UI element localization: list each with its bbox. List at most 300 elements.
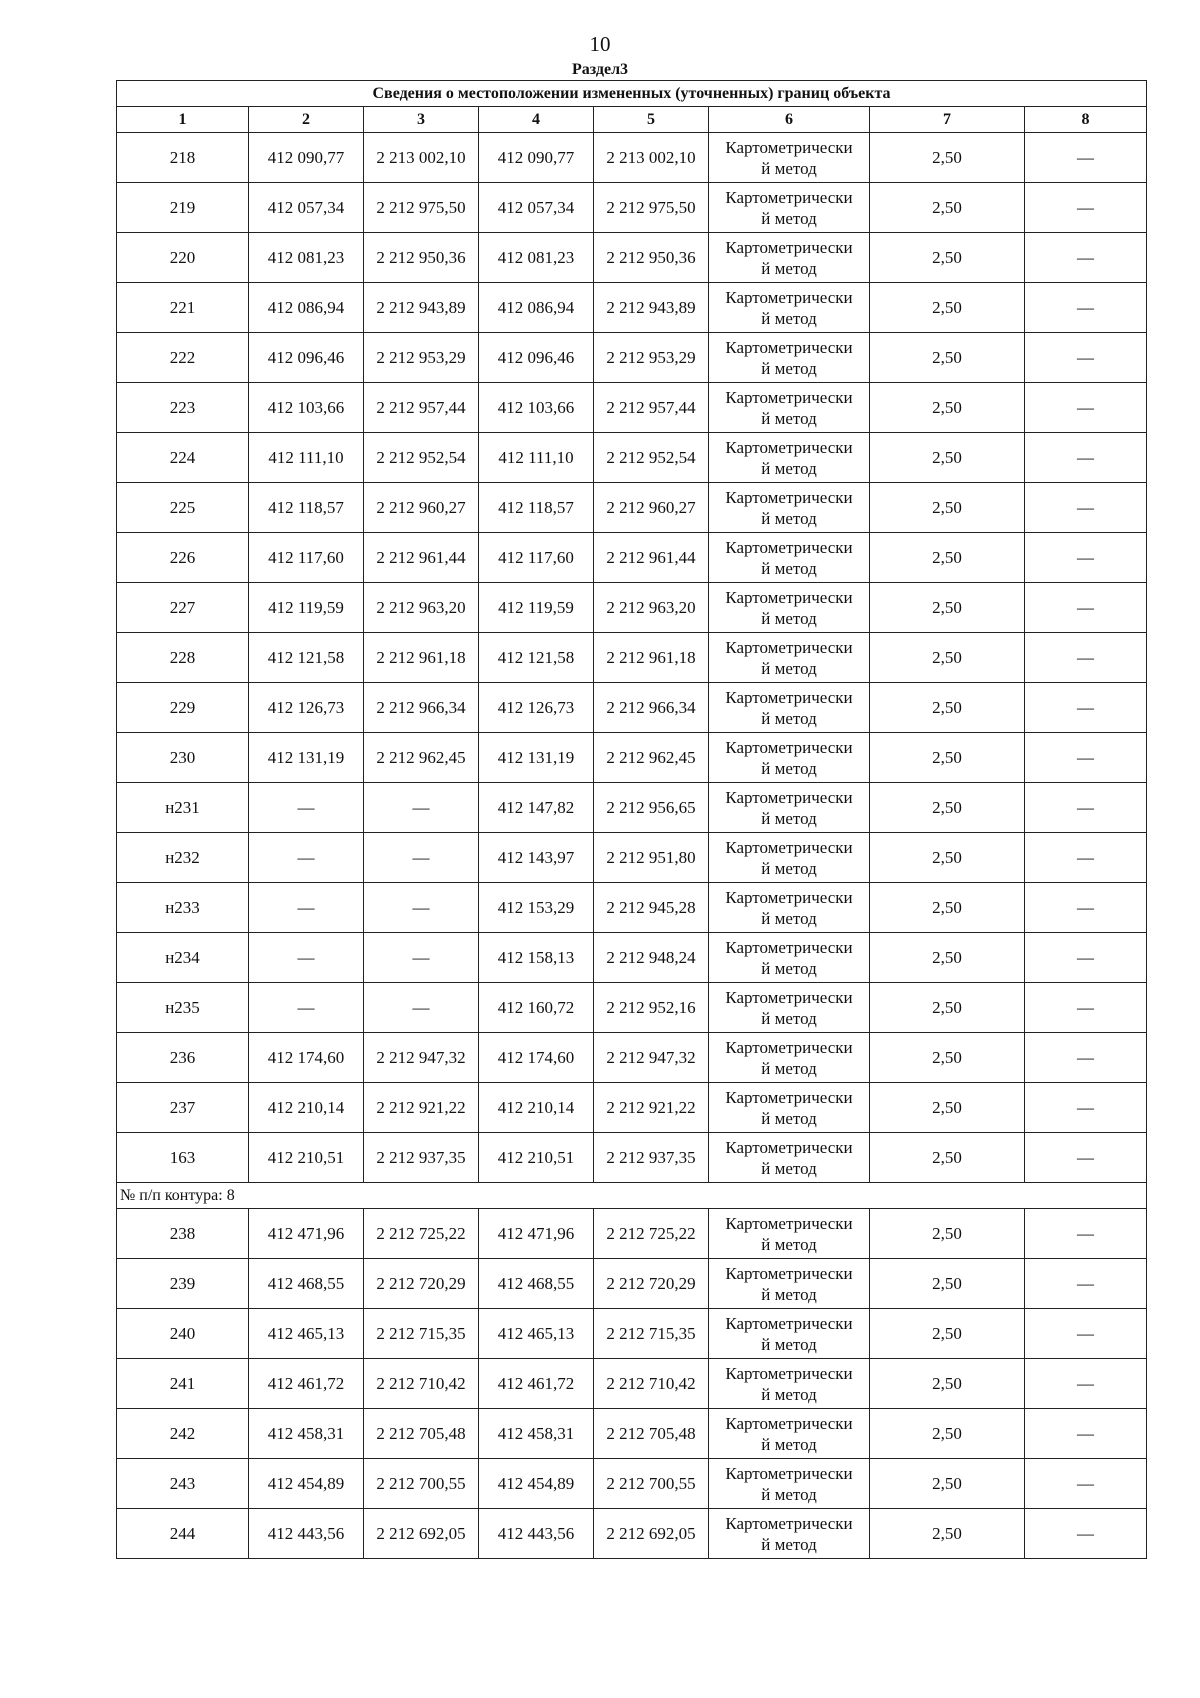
point-number-cell: 226 — [117, 533, 249, 583]
method-cell — [709, 433, 870, 483]
new-y-cell: 2 212 953,29 — [594, 333, 709, 383]
method-line-1: Картометрически — [725, 487, 853, 507]
point-number-cell: 223 — [117, 383, 249, 433]
new-y-cell: 2 212 952,54 — [594, 433, 709, 483]
new-y-cell: 2 212 948,24 — [594, 933, 709, 983]
method-cell — [709, 833, 870, 883]
description-cell: — — [1025, 1209, 1147, 1259]
new-y-cell: 2 212 960,27 — [594, 483, 709, 533]
method-line-1: Картометрически — [725, 1513, 853, 1533]
method-line-1: Картометрически — [725, 1313, 853, 1333]
accuracy-cell: 2,50 — [870, 1359, 1025, 1409]
method-line-2: й метод — [761, 508, 817, 528]
table-row — [117, 783, 1147, 833]
old-x-cell: 412 131,19 — [249, 733, 364, 783]
method-line-2: й метод — [761, 1484, 817, 1504]
old-y-cell: 2 212 710,42 — [364, 1359, 479, 1409]
accuracy-cell: 2,50 — [870, 383, 1025, 433]
old-x-cell: 412 121,58 — [249, 633, 364, 683]
new-x-cell: 412 121,58 — [479, 633, 594, 683]
method-line-2: й метод — [761, 458, 817, 478]
coordinates-table — [116, 80, 1147, 1559]
new-y-cell: 2 213 002,10 — [594, 133, 709, 183]
point-number-cell: 221 — [117, 283, 249, 333]
new-y-cell: 2 212 692,05 — [594, 1509, 709, 1559]
old-y-cell: 2 212 705,48 — [364, 1409, 479, 1459]
old-y-cell: 2 212 692,05 — [364, 1509, 479, 1559]
method-line-2: й метод — [761, 658, 817, 678]
old-y-cell: 2 212 961,18 — [364, 633, 479, 683]
table-row — [117, 383, 1147, 433]
old-x-cell: 412 086,94 — [249, 283, 364, 333]
table-row — [117, 1459, 1147, 1509]
new-x-cell: 412 468,55 — [479, 1259, 594, 1309]
method-line-2: й метод — [761, 608, 817, 628]
accuracy-cell: 2,50 — [870, 883, 1025, 933]
table-row — [117, 633, 1147, 683]
method-line-1: Картометрически — [725, 537, 853, 557]
point-number-cell: 238 — [117, 1209, 249, 1259]
new-x-cell: 412 158,13 — [479, 933, 594, 983]
old-x-cell: 412 458,31 — [249, 1409, 364, 1459]
description-cell: — — [1025, 533, 1147, 583]
point-number-cell: 239 — [117, 1259, 249, 1309]
new-y-cell: 2 212 956,65 — [594, 783, 709, 833]
new-y-cell: 2 212 950,36 — [594, 233, 709, 283]
new-y-cell: 2 212 715,35 — [594, 1309, 709, 1359]
old-x-cell: 412 461,72 — [249, 1359, 364, 1409]
new-y-cell: 2 212 962,45 — [594, 733, 709, 783]
new-x-cell: 412 131,19 — [479, 733, 594, 783]
point-number-cell: н231 — [117, 783, 249, 833]
table-row — [117, 883, 1147, 933]
method-cell — [709, 883, 870, 933]
old-y-cell: 2 212 950,36 — [364, 233, 479, 283]
method-cell — [709, 483, 870, 533]
table-row — [117, 1259, 1147, 1309]
old-x-cell: — — [249, 783, 364, 833]
method-line-1: Картометрически — [725, 387, 853, 407]
method-cell — [709, 683, 870, 733]
old-y-cell: 2 212 937,35 — [364, 1133, 479, 1183]
method-line-1: Картометрически — [725, 737, 853, 757]
method-line-2: й метод — [761, 808, 817, 828]
new-x-cell: 412 143,97 — [479, 833, 594, 883]
old-y-cell: 2 212 961,44 — [364, 533, 479, 583]
old-x-cell: 412 096,46 — [249, 333, 364, 383]
table-body — [117, 133, 1147, 1559]
method-cell — [709, 233, 870, 283]
old-y-cell: 2 212 700,55 — [364, 1459, 479, 1509]
accuracy-cell: 2,50 — [870, 783, 1025, 833]
point-number-cell: н232 — [117, 833, 249, 883]
old-x-cell: 412 210,51 — [249, 1133, 364, 1183]
method-line-1: Картометрически — [725, 1363, 853, 1383]
old-y-cell: 2 212 963,20 — [364, 583, 479, 633]
description-cell: — — [1025, 583, 1147, 633]
old-x-cell: — — [249, 983, 364, 1033]
old-y-cell: 2 212 953,29 — [364, 333, 479, 383]
accuracy-cell: 2,50 — [870, 933, 1025, 983]
method-cell — [709, 783, 870, 833]
old-x-cell: 412 119,59 — [249, 583, 364, 633]
new-y-cell: 2 212 937,35 — [594, 1133, 709, 1183]
method-line-1: Картометрически — [725, 637, 853, 657]
description-cell: — — [1025, 783, 1147, 833]
method-line-2: й метод — [761, 1284, 817, 1304]
old-x-cell: 412 117,60 — [249, 533, 364, 583]
description-cell: — — [1025, 1083, 1147, 1133]
new-y-cell: 2 212 975,50 — [594, 183, 709, 233]
method-line-1: Картометрически — [725, 437, 853, 457]
old-y-cell: 2 212 966,34 — [364, 683, 479, 733]
column-number: 8 — [1025, 107, 1147, 133]
new-y-cell: 2 212 945,28 — [594, 883, 709, 933]
new-x-cell: 412 119,59 — [479, 583, 594, 633]
new-x-cell: 412 443,56 — [479, 1509, 594, 1559]
old-y-cell: 2 212 952,54 — [364, 433, 479, 483]
point-number-cell: 220 — [117, 233, 249, 283]
method-line-2: й метод — [761, 758, 817, 778]
table-row — [117, 833, 1147, 883]
old-y-cell: 2 212 962,45 — [364, 733, 479, 783]
point-number-cell: н233 — [117, 883, 249, 933]
method-line-2: й метод — [761, 158, 817, 178]
method-line-1: Картометрически — [725, 787, 853, 807]
new-x-cell: 412 160,72 — [479, 983, 594, 1033]
accuracy-cell: 2,50 — [870, 1133, 1025, 1183]
point-number-cell: 242 — [117, 1409, 249, 1459]
new-y-cell: 2 212 705,48 — [594, 1409, 709, 1459]
accuracy-cell: 2,50 — [870, 233, 1025, 283]
new-x-cell: 412 147,82 — [479, 783, 594, 833]
new-y-cell: 2 212 947,32 — [594, 1033, 709, 1083]
point-number-cell: 225 — [117, 483, 249, 533]
new-x-cell: 412 174,60 — [479, 1033, 594, 1083]
method-line-2: й метод — [761, 1234, 817, 1254]
description-cell: — — [1025, 233, 1147, 283]
point-number-cell: 218 — [117, 133, 249, 183]
table-row — [117, 1409, 1147, 1459]
old-x-cell: 412 081,23 — [249, 233, 364, 283]
new-x-cell: 412 126,73 — [479, 683, 594, 733]
column-number: 1 — [117, 107, 249, 133]
accuracy-cell: 2,50 — [870, 1459, 1025, 1509]
method-line-2: й метод — [761, 1534, 817, 1554]
method-cell — [709, 1033, 870, 1083]
method-cell — [709, 1259, 870, 1309]
old-y-cell: — — [364, 933, 479, 983]
new-x-cell: 412 111,10 — [479, 433, 594, 483]
new-x-cell: 412 471,96 — [479, 1209, 594, 1259]
accuracy-cell: 2,50 — [870, 583, 1025, 633]
description-cell: — — [1025, 183, 1147, 233]
point-number-cell: н234 — [117, 933, 249, 983]
point-number-cell: 236 — [117, 1033, 249, 1083]
method-line-1: Картометрически — [725, 837, 853, 857]
new-x-cell: 412 465,13 — [479, 1309, 594, 1359]
old-y-cell: 2 212 947,32 — [364, 1033, 479, 1083]
method-line-1: Картометрически — [725, 987, 853, 1007]
new-y-cell: 2 212 966,34 — [594, 683, 709, 733]
page-number: 10 — [589, 32, 611, 56]
description-cell: — — [1025, 1309, 1147, 1359]
method-line-2: й метод — [761, 908, 817, 928]
old-y-cell: — — [364, 983, 479, 1033]
accuracy-cell: 2,50 — [870, 333, 1025, 383]
method-line-1: Картометрически — [725, 1087, 853, 1107]
old-x-cell: 412 454,89 — [249, 1459, 364, 1509]
old-y-cell: 2 212 957,44 — [364, 383, 479, 433]
old-x-cell: 412 126,73 — [249, 683, 364, 733]
new-x-cell: 412 458,31 — [479, 1409, 594, 1459]
accuracy-cell: 2,50 — [870, 633, 1025, 683]
method-cell — [709, 1209, 870, 1259]
point-number-cell: 227 — [117, 583, 249, 633]
description-cell: — — [1025, 1033, 1147, 1083]
method-line-2: й метод — [761, 1008, 817, 1028]
description-cell: — — [1025, 1509, 1147, 1559]
accuracy-cell: 2,50 — [870, 283, 1025, 333]
description-cell: — — [1025, 1133, 1147, 1183]
method-cell — [709, 183, 870, 233]
method-line-2: й метод — [761, 208, 817, 228]
table-row — [117, 1309, 1147, 1359]
method-line-2: й метод — [761, 708, 817, 728]
column-number-row — [117, 107, 1147, 133]
old-x-cell: 412 443,56 — [249, 1509, 364, 1559]
new-y-cell: 2 212 957,44 — [594, 383, 709, 433]
method-cell — [709, 1359, 870, 1409]
old-y-cell: 2 213 002,10 — [364, 133, 479, 183]
table-row — [117, 283, 1147, 333]
old-x-cell: 412 118,57 — [249, 483, 364, 533]
old-x-cell: — — [249, 833, 364, 883]
table-row — [117, 533, 1147, 583]
table-row — [117, 1033, 1147, 1083]
point-number-cell: 222 — [117, 333, 249, 383]
method-cell — [709, 333, 870, 383]
accuracy-cell: 2,50 — [870, 533, 1025, 583]
method-cell — [709, 1509, 870, 1559]
old-y-cell: — — [364, 833, 479, 883]
method-line-1: Картометрически — [725, 287, 853, 307]
accuracy-cell: 2,50 — [870, 1033, 1025, 1083]
accuracy-cell: 2,50 — [870, 983, 1025, 1033]
point-number-cell: 243 — [117, 1459, 249, 1509]
new-x-cell: 412 461,72 — [479, 1359, 594, 1409]
description-cell: — — [1025, 383, 1147, 433]
accuracy-cell: 2,50 — [870, 1309, 1025, 1359]
new-y-cell: 2 212 943,89 — [594, 283, 709, 333]
method-line-1: Картометрически — [725, 687, 853, 707]
new-y-cell: 2 212 963,20 — [594, 583, 709, 633]
old-y-cell: 2 212 975,50 — [364, 183, 479, 233]
old-y-cell: 2 212 943,89 — [364, 283, 479, 333]
method-line-1: Картометрически — [725, 937, 853, 957]
description-cell: — — [1025, 933, 1147, 983]
method-cell — [709, 1309, 870, 1359]
old-x-cell: — — [249, 933, 364, 983]
method-line-1: Картометрически — [725, 587, 853, 607]
method-line-2: й метод — [761, 308, 817, 328]
accuracy-cell: 2,50 — [870, 1209, 1025, 1259]
accuracy-cell: 2,50 — [870, 833, 1025, 883]
method-line-2: й метод — [761, 858, 817, 878]
new-y-cell: 2 212 951,80 — [594, 833, 709, 883]
table-row — [117, 583, 1147, 633]
new-x-cell: 412 210,51 — [479, 1133, 594, 1183]
method-line-2: й метод — [761, 1108, 817, 1128]
method-line-2: й метод — [761, 1158, 817, 1178]
method-cell — [709, 583, 870, 633]
table-title: Сведения о местоположении измененных (уточненных) границ объекта — [117, 81, 1147, 107]
point-number-cell: 241 — [117, 1359, 249, 1409]
old-x-cell: 412 090,77 — [249, 133, 364, 183]
new-y-cell: 2 212 952,16 — [594, 983, 709, 1033]
point-number-cell: 237 — [117, 1083, 249, 1133]
accuracy-cell: 2,50 — [870, 483, 1025, 533]
old-x-cell: 412 103,66 — [249, 383, 364, 433]
column-number: 6 — [709, 107, 870, 133]
new-y-cell: 2 212 725,22 — [594, 1209, 709, 1259]
old-x-cell: 412 057,34 — [249, 183, 364, 233]
method-line-1: Картометрически — [725, 187, 853, 207]
accuracy-cell: 2,50 — [870, 1409, 1025, 1459]
point-number-cell: 224 — [117, 433, 249, 483]
description-cell: — — [1025, 633, 1147, 683]
method-cell — [709, 1083, 870, 1133]
method-cell — [709, 633, 870, 683]
table-row — [117, 133, 1147, 183]
new-y-cell: 2 212 700,55 — [594, 1459, 709, 1509]
new-x-cell: 412 096,46 — [479, 333, 594, 383]
old-x-cell: 412 468,55 — [249, 1259, 364, 1309]
method-line-2: й метод — [761, 558, 817, 578]
method-line-1: Картометрически — [725, 337, 853, 357]
old-y-cell: — — [364, 883, 479, 933]
method-cell — [709, 533, 870, 583]
new-x-cell: 412 090,77 — [479, 133, 594, 183]
point-number-cell: н235 — [117, 983, 249, 1033]
point-number-cell: 229 — [117, 683, 249, 733]
method-line-2: й метод — [761, 1334, 817, 1354]
table-row — [117, 1359, 1147, 1409]
description-cell: — — [1025, 1409, 1147, 1459]
new-x-cell: 412 086,94 — [479, 283, 594, 333]
point-number-cell: 228 — [117, 633, 249, 683]
new-x-cell: 412 081,23 — [479, 233, 594, 283]
old-x-cell: 412 471,96 — [249, 1209, 364, 1259]
old-x-cell: 412 111,10 — [249, 433, 364, 483]
old-y-cell: 2 212 725,22 — [364, 1209, 479, 1259]
accuracy-cell: 2,50 — [870, 1083, 1025, 1133]
method-cell — [709, 1459, 870, 1509]
accuracy-cell: 2,50 — [870, 683, 1025, 733]
table-row — [117, 1083, 1147, 1133]
new-x-cell: 412 153,29 — [479, 883, 594, 933]
old-y-cell: 2 212 720,29 — [364, 1259, 479, 1309]
table-row — [117, 1133, 1147, 1183]
table-row — [117, 983, 1147, 1033]
new-y-cell: 2 212 961,18 — [594, 633, 709, 683]
new-y-cell: 2 212 710,42 — [594, 1359, 709, 1409]
table-row — [117, 933, 1147, 983]
column-number: 5 — [594, 107, 709, 133]
description-cell: — — [1025, 883, 1147, 933]
method-line-1: Картометрически — [725, 1137, 853, 1157]
method-line-2: й метод — [761, 1434, 817, 1454]
method-cell — [709, 283, 870, 333]
method-cell — [709, 133, 870, 183]
method-line-1: Картометрически — [725, 1213, 853, 1233]
section-title: Раздел3 — [571, 61, 629, 78]
description-cell: — — [1025, 1259, 1147, 1309]
column-number: 3 — [364, 107, 479, 133]
accuracy-cell: 2,50 — [870, 133, 1025, 183]
old-y-cell: 2 212 715,35 — [364, 1309, 479, 1359]
accuracy-cell: 2,50 — [870, 733, 1025, 783]
table-row — [117, 1209, 1147, 1259]
method-cell — [709, 733, 870, 783]
method-cell — [709, 1409, 870, 1459]
description-cell: — — [1025, 1359, 1147, 1409]
table-row — [117, 733, 1147, 783]
table-row — [117, 433, 1147, 483]
new-y-cell: 2 212 720,29 — [594, 1259, 709, 1309]
contour-row — [117, 1183, 1147, 1209]
new-x-cell: 412 057,34 — [479, 183, 594, 233]
method-line-1: Картометрически — [725, 1413, 853, 1433]
table-row — [117, 483, 1147, 533]
contour-label: № п/п контура: 8 — [117, 1183, 1147, 1209]
table-row — [117, 333, 1147, 383]
description-cell: — — [1025, 483, 1147, 533]
point-number-cell: 244 — [117, 1509, 249, 1559]
description-cell: — — [1025, 833, 1147, 883]
description-cell: — — [1025, 133, 1147, 183]
method-line-2: й метод — [761, 1384, 817, 1404]
accuracy-cell: 2,50 — [870, 1509, 1025, 1559]
table-row — [117, 233, 1147, 283]
method-line-1: Картометрически — [725, 137, 853, 157]
method-line-2: й метод — [761, 958, 817, 978]
method-line-1: Картометрически — [725, 1263, 853, 1283]
point-number-cell: 240 — [117, 1309, 249, 1359]
old-x-cell: 412 210,14 — [249, 1083, 364, 1133]
new-y-cell: 2 212 961,44 — [594, 533, 709, 583]
description-cell: — — [1025, 983, 1147, 1033]
method-cell — [709, 383, 870, 433]
method-cell — [709, 1133, 870, 1183]
old-x-cell: 412 465,13 — [249, 1309, 364, 1359]
method-line-1: Картометрически — [725, 1463, 853, 1483]
old-y-cell: 2 212 921,22 — [364, 1083, 479, 1133]
description-cell: — — [1025, 683, 1147, 733]
point-number-cell: 219 — [117, 183, 249, 233]
method-line-1: Картометрически — [725, 1037, 853, 1057]
column-number: 7 — [870, 107, 1025, 133]
point-number-cell: 230 — [117, 733, 249, 783]
method-line-2: й метод — [761, 258, 817, 278]
method-cell — [709, 983, 870, 1033]
description-cell: — — [1025, 283, 1147, 333]
new-y-cell: 2 212 921,22 — [594, 1083, 709, 1133]
method-line-1: Картометрически — [725, 237, 853, 257]
column-number: 2 — [249, 107, 364, 133]
new-x-cell: 412 103,66 — [479, 383, 594, 433]
table-row — [117, 683, 1147, 733]
